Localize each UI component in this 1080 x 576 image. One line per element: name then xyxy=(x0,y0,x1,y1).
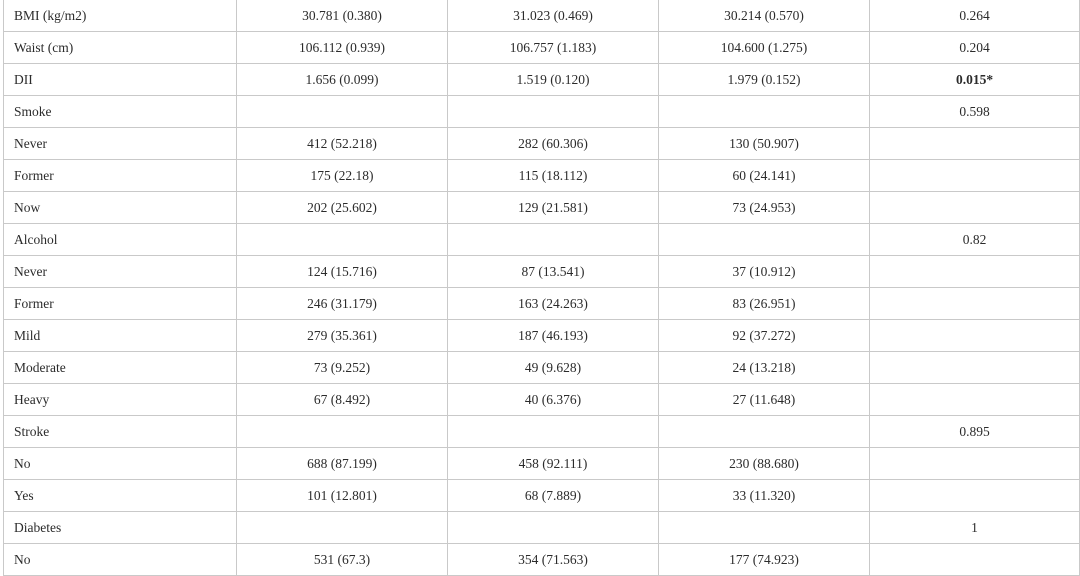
cell-group-3 xyxy=(659,512,870,544)
cell-group-2: 40 (6.376) xyxy=(448,384,659,416)
cell-group-1: 202 (25.602) xyxy=(237,192,448,224)
cell-p-value xyxy=(870,192,1080,224)
row-label: No xyxy=(4,448,237,480)
data-table xyxy=(3,0,1080,576)
row-label: No xyxy=(4,544,237,576)
cell-group-2: 115 (18.112) xyxy=(448,160,659,192)
cell-group-2 xyxy=(448,96,659,128)
table-row xyxy=(4,224,1080,256)
cell-group-3: 104.600 (1.275) xyxy=(659,32,870,64)
cell-group-2: 68 (7.889) xyxy=(448,480,659,512)
cell-group-2: 187 (46.193) xyxy=(448,320,659,352)
cell-group-1: 531 (67.3) xyxy=(237,544,448,576)
cell-group-2: 163 (24.263) xyxy=(448,288,659,320)
cell-p-value xyxy=(870,544,1080,576)
cell-group-3: 177 (74.923) xyxy=(659,544,870,576)
table-row xyxy=(4,32,1080,64)
cell-group-3 xyxy=(659,416,870,448)
cell-group-2: 31.023 (0.469) xyxy=(448,0,659,32)
table-row xyxy=(4,128,1080,160)
row-label: Moderate xyxy=(4,352,237,384)
cell-group-3: 73 (24.953) xyxy=(659,192,870,224)
cell-group-1: 246 (31.179) xyxy=(237,288,448,320)
cell-p-value xyxy=(870,384,1080,416)
cell-group-1 xyxy=(237,224,448,256)
cell-group-1 xyxy=(237,512,448,544)
cell-group-1: 106.112 (0.939) xyxy=(237,32,448,64)
table-row xyxy=(4,96,1080,128)
cell-p-value xyxy=(870,352,1080,384)
cell-group-2: 458 (92.111) xyxy=(448,448,659,480)
cell-group-1: 175 (22.18) xyxy=(237,160,448,192)
cell-group-3: 1.979 (0.152) xyxy=(659,64,870,96)
table-row xyxy=(4,256,1080,288)
cell-group-2 xyxy=(448,512,659,544)
cell-group-3: 230 (88.680) xyxy=(659,448,870,480)
table-row xyxy=(4,544,1080,576)
cell-group-2: 106.757 (1.183) xyxy=(448,32,659,64)
cell-group-2: 354 (71.563) xyxy=(448,544,659,576)
table-row xyxy=(4,288,1080,320)
cell-group-2 xyxy=(448,416,659,448)
row-label: Former xyxy=(4,160,237,192)
cell-p-value: 0.895 xyxy=(870,416,1080,448)
row-label: Diabetes xyxy=(4,512,237,544)
table-body xyxy=(4,0,1080,576)
cell-group-1: 124 (15.716) xyxy=(237,256,448,288)
row-label: Mild xyxy=(4,320,237,352)
cell-group-1: 412 (52.218) xyxy=(237,128,448,160)
table-row xyxy=(4,384,1080,416)
row-label: Now xyxy=(4,192,237,224)
cell-group-2: 87 (13.541) xyxy=(448,256,659,288)
table-row xyxy=(4,480,1080,512)
cell-p-value xyxy=(870,128,1080,160)
cell-group-1: 73 (9.252) xyxy=(237,352,448,384)
cell-p-value: 0.015* xyxy=(870,64,1080,96)
row-label: Alcohol xyxy=(4,224,237,256)
row-label: Yes xyxy=(4,480,237,512)
data-table-container xyxy=(3,0,1079,576)
cell-group-1: 30.781 (0.380) xyxy=(237,0,448,32)
cell-p-value: 0.82 xyxy=(870,224,1080,256)
cell-group-2: 1.519 (0.120) xyxy=(448,64,659,96)
table-row xyxy=(4,320,1080,352)
table-row xyxy=(4,416,1080,448)
row-label: Never xyxy=(4,256,237,288)
row-label: Stroke xyxy=(4,416,237,448)
cell-group-2: 49 (9.628) xyxy=(448,352,659,384)
cell-group-2: 129 (21.581) xyxy=(448,192,659,224)
table-row xyxy=(4,192,1080,224)
cell-group-3: 27 (11.648) xyxy=(659,384,870,416)
cell-p-value: 1 xyxy=(870,512,1080,544)
cell-group-1: 688 (87.199) xyxy=(237,448,448,480)
row-label: Never xyxy=(4,128,237,160)
cell-group-3 xyxy=(659,96,870,128)
cell-p-value: 0.264 xyxy=(870,0,1080,32)
row-label: Smoke xyxy=(4,96,237,128)
cell-group-3 xyxy=(659,224,870,256)
cell-group-1: 279 (35.361) xyxy=(237,320,448,352)
cell-group-3: 37 (10.912) xyxy=(659,256,870,288)
cell-p-value xyxy=(870,320,1080,352)
cell-group-1 xyxy=(237,416,448,448)
table-row xyxy=(4,352,1080,384)
cell-group-1: 101 (12.801) xyxy=(237,480,448,512)
cell-p-value: 0.598 xyxy=(870,96,1080,128)
row-label: Heavy xyxy=(4,384,237,416)
table-row xyxy=(4,448,1080,480)
row-label: BMI (kg/m2) xyxy=(4,0,237,32)
cell-p-value xyxy=(870,480,1080,512)
table-row xyxy=(4,64,1080,96)
row-label: DII xyxy=(4,64,237,96)
cell-group-3: 83 (26.951) xyxy=(659,288,870,320)
cell-p-value xyxy=(870,448,1080,480)
table-row xyxy=(4,0,1080,32)
cell-group-3: 92 (37.272) xyxy=(659,320,870,352)
cell-group-1: 1.656 (0.099) xyxy=(237,64,448,96)
row-label: Waist (cm) xyxy=(4,32,237,64)
cell-group-3: 30.214 (0.570) xyxy=(659,0,870,32)
cell-p-value xyxy=(870,256,1080,288)
cell-group-3: 33 (11.320) xyxy=(659,480,870,512)
row-label: Former xyxy=(4,288,237,320)
cell-p-value: 0.204 xyxy=(870,32,1080,64)
cell-group-3: 60 (24.141) xyxy=(659,160,870,192)
table-row xyxy=(4,160,1080,192)
cell-group-1 xyxy=(237,96,448,128)
cell-p-value xyxy=(870,288,1080,320)
cell-group-2 xyxy=(448,224,659,256)
cell-group-3: 130 (50.907) xyxy=(659,128,870,160)
cell-group-2: 282 (60.306) xyxy=(448,128,659,160)
cell-group-3: 24 (13.218) xyxy=(659,352,870,384)
cell-group-1: 67 (8.492) xyxy=(237,384,448,416)
table-row xyxy=(4,512,1080,544)
cell-p-value xyxy=(870,160,1080,192)
